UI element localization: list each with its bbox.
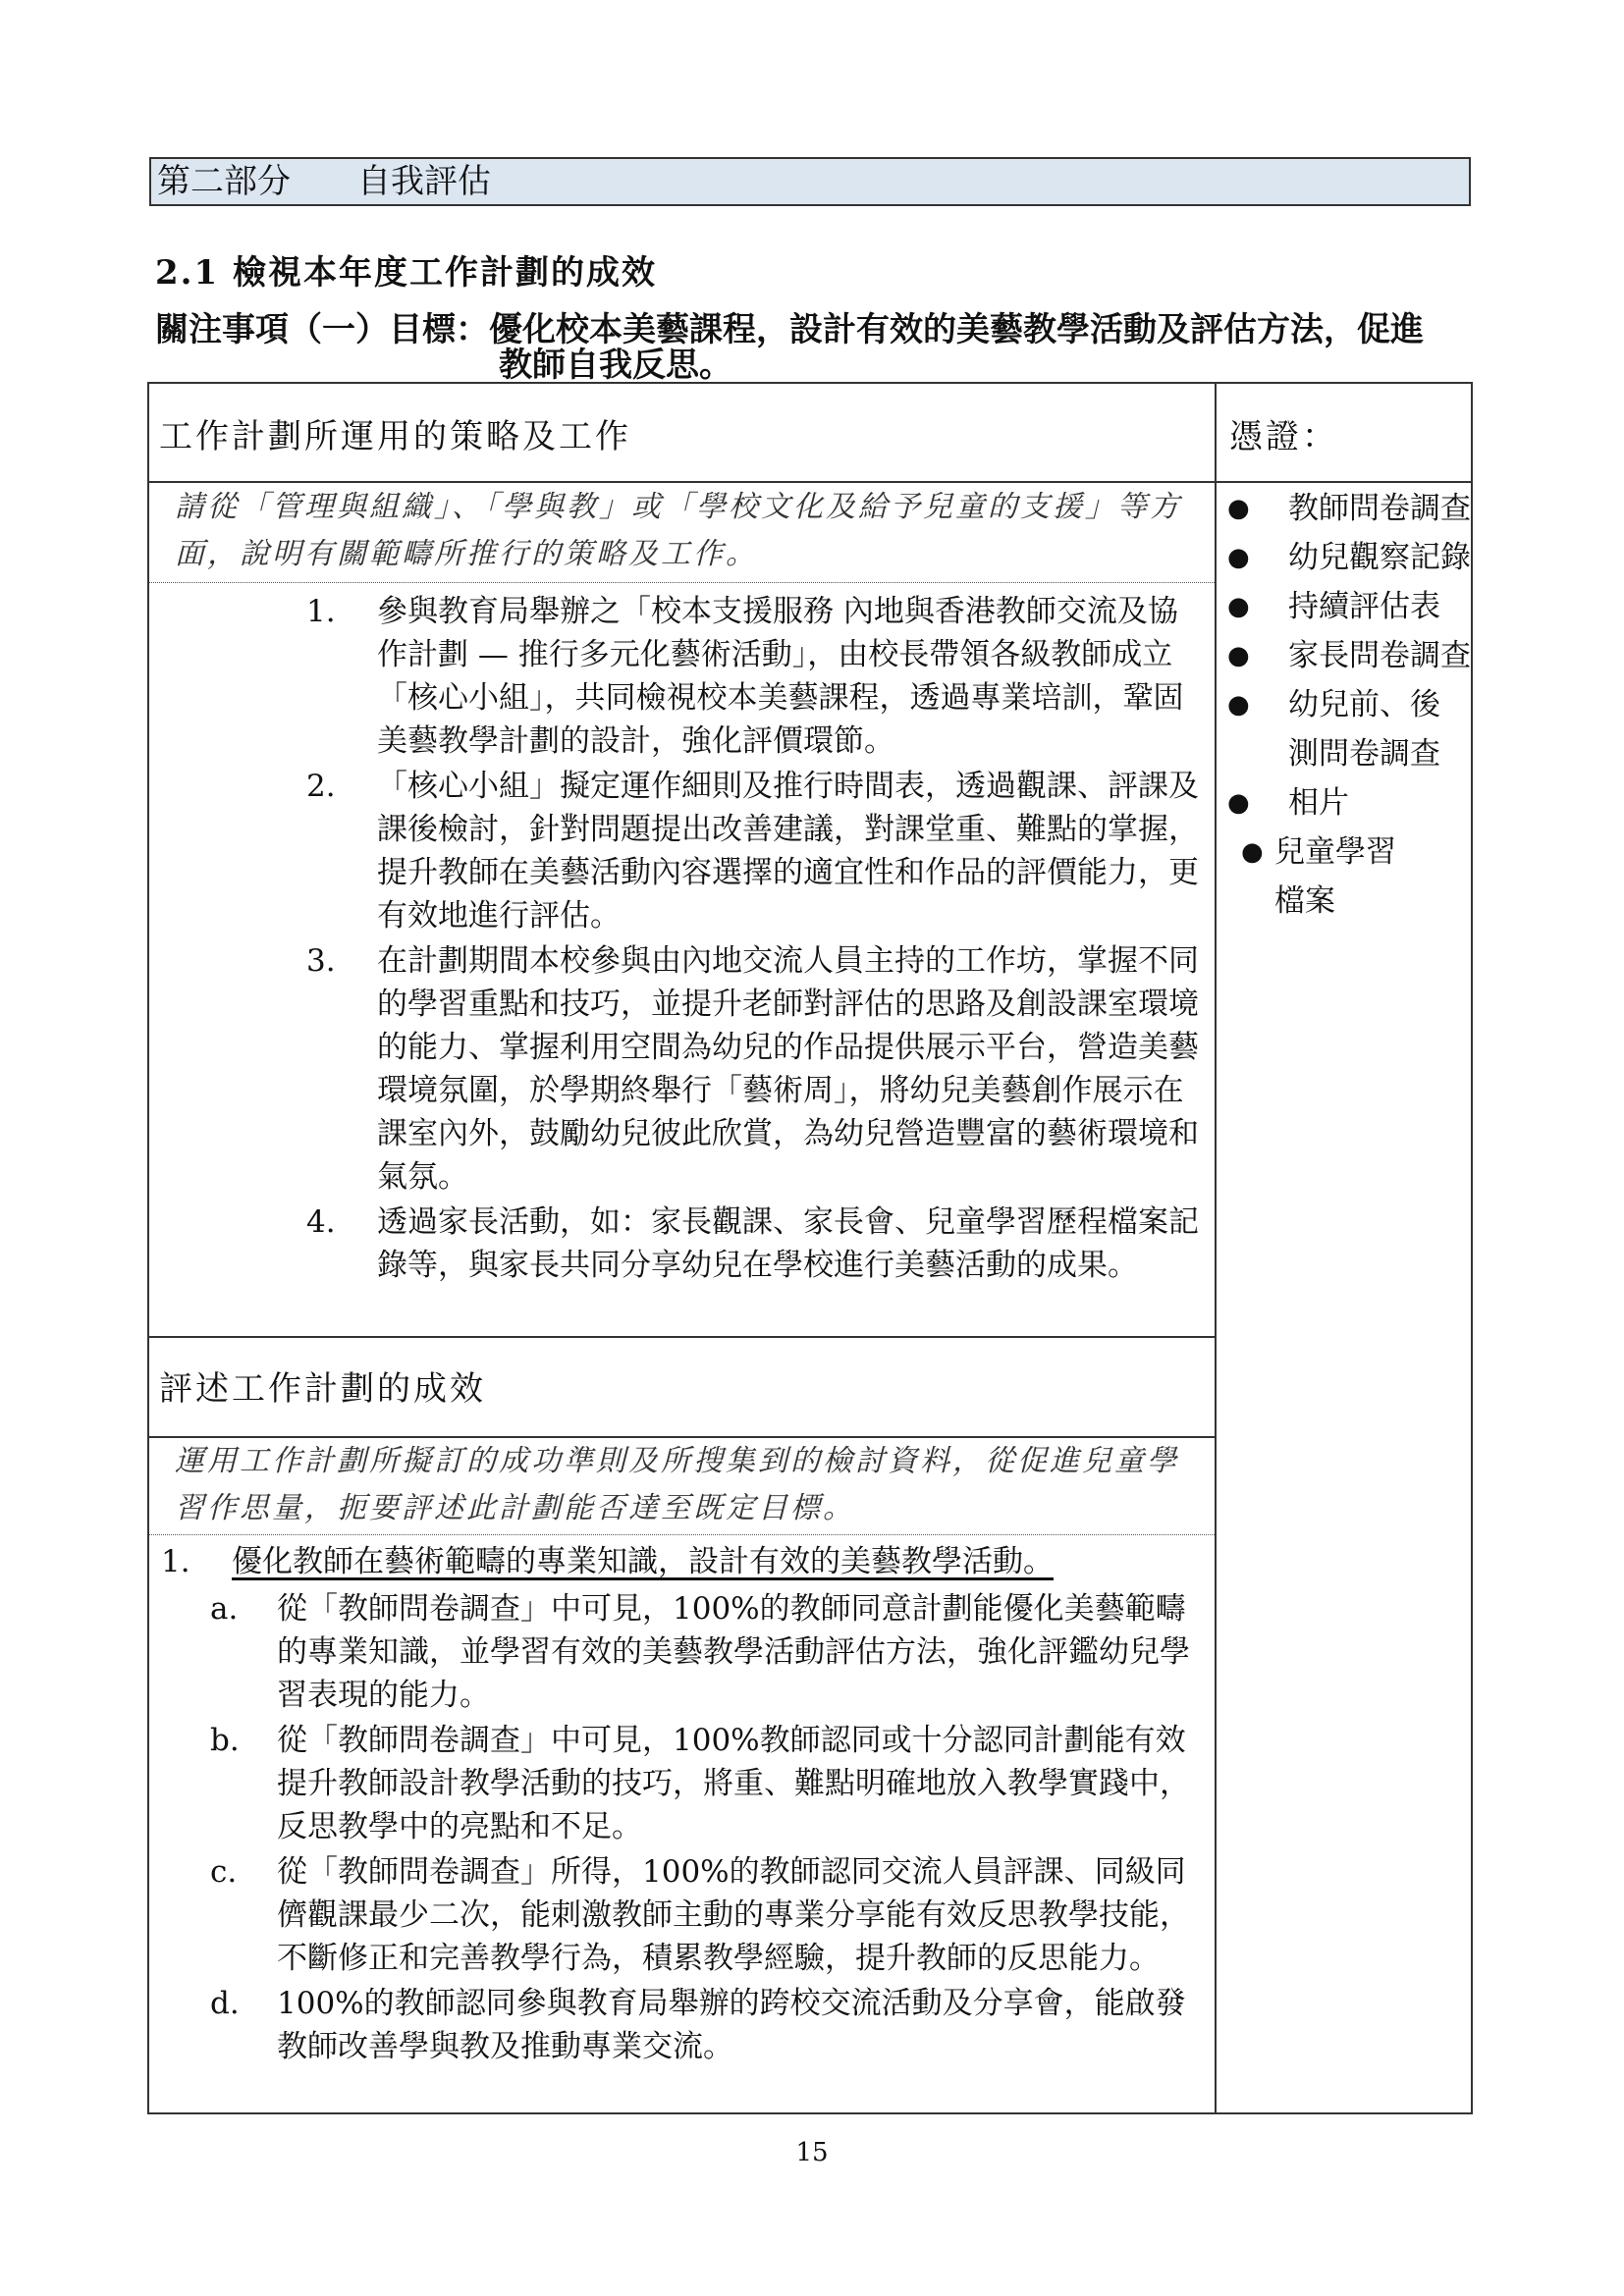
evaluation-item-letter: a. — [210, 1591, 239, 1627]
bullet-icon: ● — [1227, 592, 1250, 621]
evaluation-item-text: 從「教師問卷調查」中可見，100%教師認同或十分認同計劃能有效提升教師設計教學活動的技巧，將重、難點明確地放入教學實踐中，反思教學中的亮點和不足。 — [277, 1723, 1190, 1844]
strategy-header: 工作計劃所運用的策略及工作 — [159, 417, 631, 456]
evaluation-item — [149, 1982, 1212, 2068]
strategy-number: 1. — [306, 594, 336, 629]
strategy-text: 在計劃期間本校參與由內地交流人員主持的工作坊，掌握不同的學習重點和技巧，並提升老師對評估的思路及創設課室環境的能力、掌握利用空間為幼兒的作品提供展示平台，營造美藝環境氛圍，於學期終舉行「藝術周」，將幼兒美藝創作展示在課室內外，鼓勵幼兒彼此欣賞，為幼兒營造豐富的藝術環境和氣氛。 — [377, 943, 1199, 1195]
bullet-icon: ● — [1227, 494, 1250, 523]
section-header: 第二部分 自我評估 — [149, 157, 1471, 206]
evaluation-item — [149, 1850, 1212, 1980]
strategy-text: 參與教育局舉辦之「校本支援服務 內地與香港教師交流及協作計劃 — 推行多元化藝術活動」，由校長帶領各級教師成立「核心小組」，共同檢視校本美藝課程，透過專業培訓，鞏固美藝教學計劃的設計，強化評價環節。 — [377, 594, 1184, 759]
evidence-header: 憑證： — [1229, 417, 1338, 456]
bullet-icon: ● — [1227, 543, 1250, 572]
evaluation-item-letter: d. — [210, 1986, 240, 2021]
evaluation-item-text: 從「教師問卷調查」所得，100%的教師認同交流人員評課、同級同儕觀課最少二次，能刺激教師主動的專業分享能有效反思教學技能，不斷修正和完善教學行為，積累教學經驗，提升教師的反思能力。 — [277, 1854, 1190, 1976]
focus-line-2: 教師自我反思。 — [499, 346, 732, 385]
evaluation-item — [149, 1719, 1212, 1848]
evaluation-item — [149, 1587, 1212, 1717]
strategy-list — [149, 590, 1208, 1289]
strategy-hint: 請從「管理與組織」、「學與教」或「學校文化及給予兒童的支援」等方面，說明有關範疇所推行的策略及工作。 — [175, 490, 1182, 571]
evaluation-item-text: 從「教師問卷調查」中可見，100%的教師同意計劃能優化美藝範疇的專業知識，並學習有效的美藝教學活動評估方法，強化評鑑幼兒學習表現的能力。 — [277, 1591, 1190, 1713]
evaluation-hint: 運用工作計劃所擬訂的成功準則及所搜集到的檢討資料，從促進兒童學習作思量，扼要評述此計劃能否達至既定目標。 — [175, 1444, 1179, 1525]
evaluation-item-text: 100%的教師認同參與教育局舉辦的跨校交流活動及分享會，能啟發教師改善學與教及推動專業交流。 — [277, 1986, 1186, 2064]
evidence-item: ● 兒童學習檔案 — [1227, 828, 1412, 926]
evidence-item: ● 家長問卷調查 — [1227, 631, 1485, 680]
hint-divider — [149, 582, 1215, 583]
header-row-divider — [149, 481, 1471, 483]
strategy-text: 「核心小組」擬定運作細則及推行時間表，透過觀課、評課及課後檢討，針對問題提出改善建議，對課堂重、難點的掌握，提升教師在美藝活動內容選擇的適宜性和作品的評價能力，更有效地進行評估。 — [377, 769, 1199, 934]
evaluation-item-letter: c. — [210, 1854, 238, 1890]
page-number: 15 — [795, 2138, 829, 2167]
evidence-item: ● 幼兒前、後測問卷調查 — [1227, 680, 1445, 778]
evidence-item: ● 相片 — [1227, 778, 1485, 828]
column-divider — [1215, 384, 1217, 2112]
strategy-item — [149, 1201, 1208, 1287]
evidence-item: ● 幼兒觀察記錄 — [1227, 533, 1485, 582]
evaluation-hint-divider — [149, 1534, 1215, 1535]
strategy-number: 2. — [306, 769, 336, 804]
bullet-icon: ● — [1241, 837, 1264, 867]
evaluation-goal — [161, 1540, 1202, 1583]
bullet-icon: ● — [1227, 690, 1250, 720]
subheading: 2.1 檢視本年度工作計劃的成效 — [155, 253, 657, 293]
plan-table — [147, 382, 1473, 2114]
evaluation-divider-top — [149, 1336, 1215, 1338]
evidence-list — [1227, 484, 1514, 926]
evaluation-list — [149, 1587, 1212, 2070]
evidence-item: ● 持續評估表 — [1227, 582, 1514, 631]
evaluation-goal-number: 1. — [161, 1544, 190, 1579]
strategy-item — [149, 939, 1208, 1199]
strategy-item — [149, 765, 1208, 937]
focus-line-1: 關注事項（一）目標：優化校本美藝課程，設計有效的美藝教學活動及評估方法，促進 — [155, 310, 1424, 349]
strategy-number: 3. — [306, 943, 336, 979]
strategy-number: 4. — [306, 1204, 336, 1240]
bullet-icon: ● — [1227, 788, 1250, 818]
evidence-item: ● 教師問卷調查 — [1227, 484, 1485, 533]
focus-statement — [155, 312, 1471, 383]
strategy-item — [149, 590, 1208, 763]
strategy-text: 透過家長活動，如：家長觀課、家長會、兒童學習歷程檔案記錄等，與家長共同分享幼兒在學校進行美藝活動的成果。 — [377, 1204, 1199, 1283]
evaluation-goal-title: 優化教師在藝術範疇的專業知識，設計有效的美藝教學活動。 — [232, 1544, 1054, 1579]
evaluation-item-letter: b. — [210, 1723, 240, 1758]
bullet-icon: ● — [1227, 641, 1250, 670]
evaluation-header: 評述工作計劃的成效 — [159, 1369, 486, 1409]
